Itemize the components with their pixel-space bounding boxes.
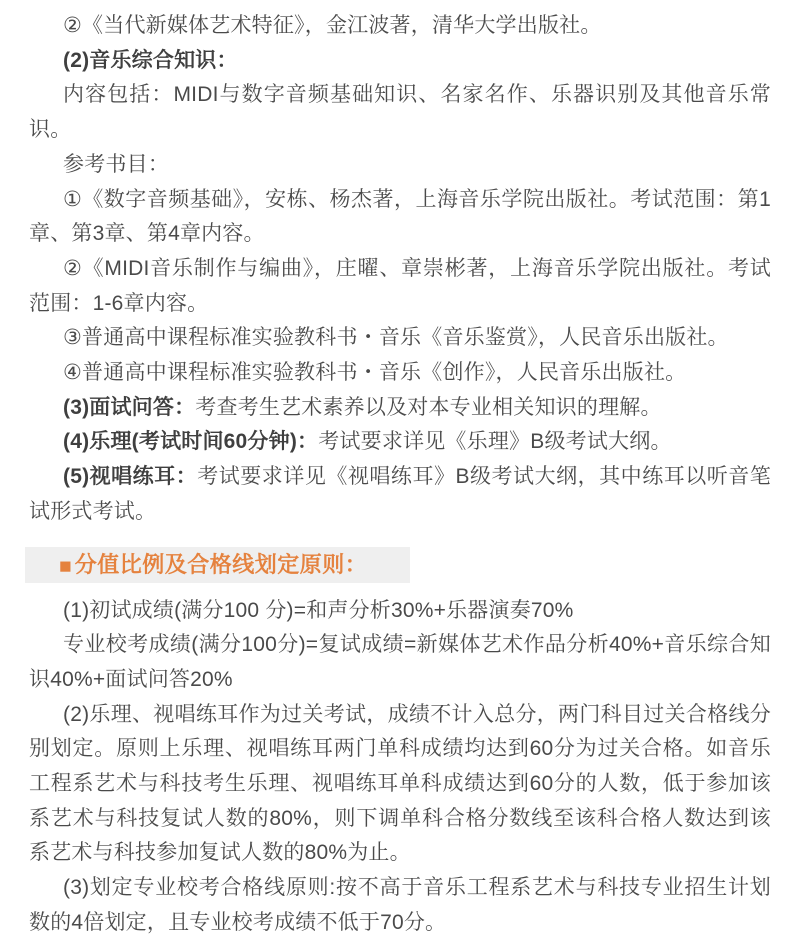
section-title: 分值比例及合格线划定原则： bbox=[74, 551, 368, 577]
section-header bbox=[25, 547, 410, 583]
paragraph bbox=[29, 356, 771, 391]
section-bullet-icon: ■ bbox=[59, 554, 72, 578]
paragraph-text: 考试要求详见《视唱练耳》B级考试大纲，其中练耳以听音笔试形式考试。 bbox=[29, 465, 772, 523]
paragraph bbox=[29, 9, 771, 44]
paragraph-label: (2)音乐综合知识： bbox=[63, 48, 238, 72]
paragraph-text: 考试要求详见《乐理》B级考试大纲。 bbox=[318, 430, 672, 454]
paragraph bbox=[29, 391, 771, 426]
paragraph-text: ②《MIDI音乐制作与编曲》，庄曜、章崇彬著，上海音乐学院出版社。考试范围：1-6章内容。 bbox=[29, 256, 771, 315]
paragraph-text: ③普通高中课程标准实验教科书・音乐《音乐鉴赏》，人民音乐出版社。 bbox=[63, 326, 729, 350]
paragraph-text: 考查考生艺术素养以及对本专业相关知识的理解。 bbox=[195, 395, 662, 419]
paragraph-label: (5)视唱练耳： bbox=[63, 465, 198, 489]
paragraph bbox=[29, 594, 771, 629]
paragraph bbox=[29, 252, 771, 321]
paragraph-text: (1)初试成绩(满分100 分)=和声分析30%+乐器演奏70% bbox=[63, 598, 574, 622]
paragraph bbox=[29, 425, 771, 460]
paragraph-text: ④普通高中课程标准实验教科书・音乐《创作》，人民音乐出版社。 bbox=[63, 361, 687, 385]
paragraph-text: 内容包括：MIDI与数字音频基础知识、名家名作、乐器识别及其他音乐常识。 bbox=[29, 83, 771, 142]
paragraph-text: ①《数字音频基础》，安栋、杨杰著，上海音乐学院出版社。考试范围：第1章、第3章、第4章内容。 bbox=[29, 187, 771, 246]
paragraph bbox=[29, 44, 771, 79]
paragraph-text: (2)乐理、视唱练耳作为过关考试，成绩不计入总分，两门科目过关合格线分别划定。原则上乐理、视唱练耳两门单科成绩均达到60分为过关合格。如音乐工程系艺术与科技考生乐理、视唱练耳单科成绩达到60分的人数，低于参加该系艺术与科技复试人数的80%，则下调单科合格分数线至该科合格人数达到该系艺术与科技参加复试人数的80%为止。 bbox=[29, 702, 771, 865]
paragraph bbox=[29, 148, 771, 183]
paragraph bbox=[29, 628, 771, 697]
paragraph bbox=[29, 871, 771, 940]
paragraph bbox=[29, 183, 771, 252]
paragraph-text: 专业校考成绩(满分100分)=复试成绩=新媒体艺术作品分析40%+音乐综合知识40%+面试问答20% bbox=[29, 633, 771, 691]
paragraph-text: ②《当代新媒体艺术特征》，金江波著，清华大学出版社。 bbox=[63, 14, 602, 37]
paragraph bbox=[29, 321, 771, 356]
paragraph-label: (3)面试问答： bbox=[63, 395, 196, 419]
paragraph-text: 参考书目： bbox=[63, 152, 170, 176]
paragraph-label: (4)乐理(考试时间60分钟)： bbox=[63, 430, 319, 454]
paragraph bbox=[29, 698, 771, 872]
paragraph bbox=[29, 460, 771, 529]
paragraph bbox=[29, 78, 771, 147]
paragraph-text: (3)划定专业校考合格线原则:按不高于音乐工程系艺术与科技专业招生计划数的4倍划定，且专业校考成绩不低于70分。 bbox=[29, 876, 771, 934]
